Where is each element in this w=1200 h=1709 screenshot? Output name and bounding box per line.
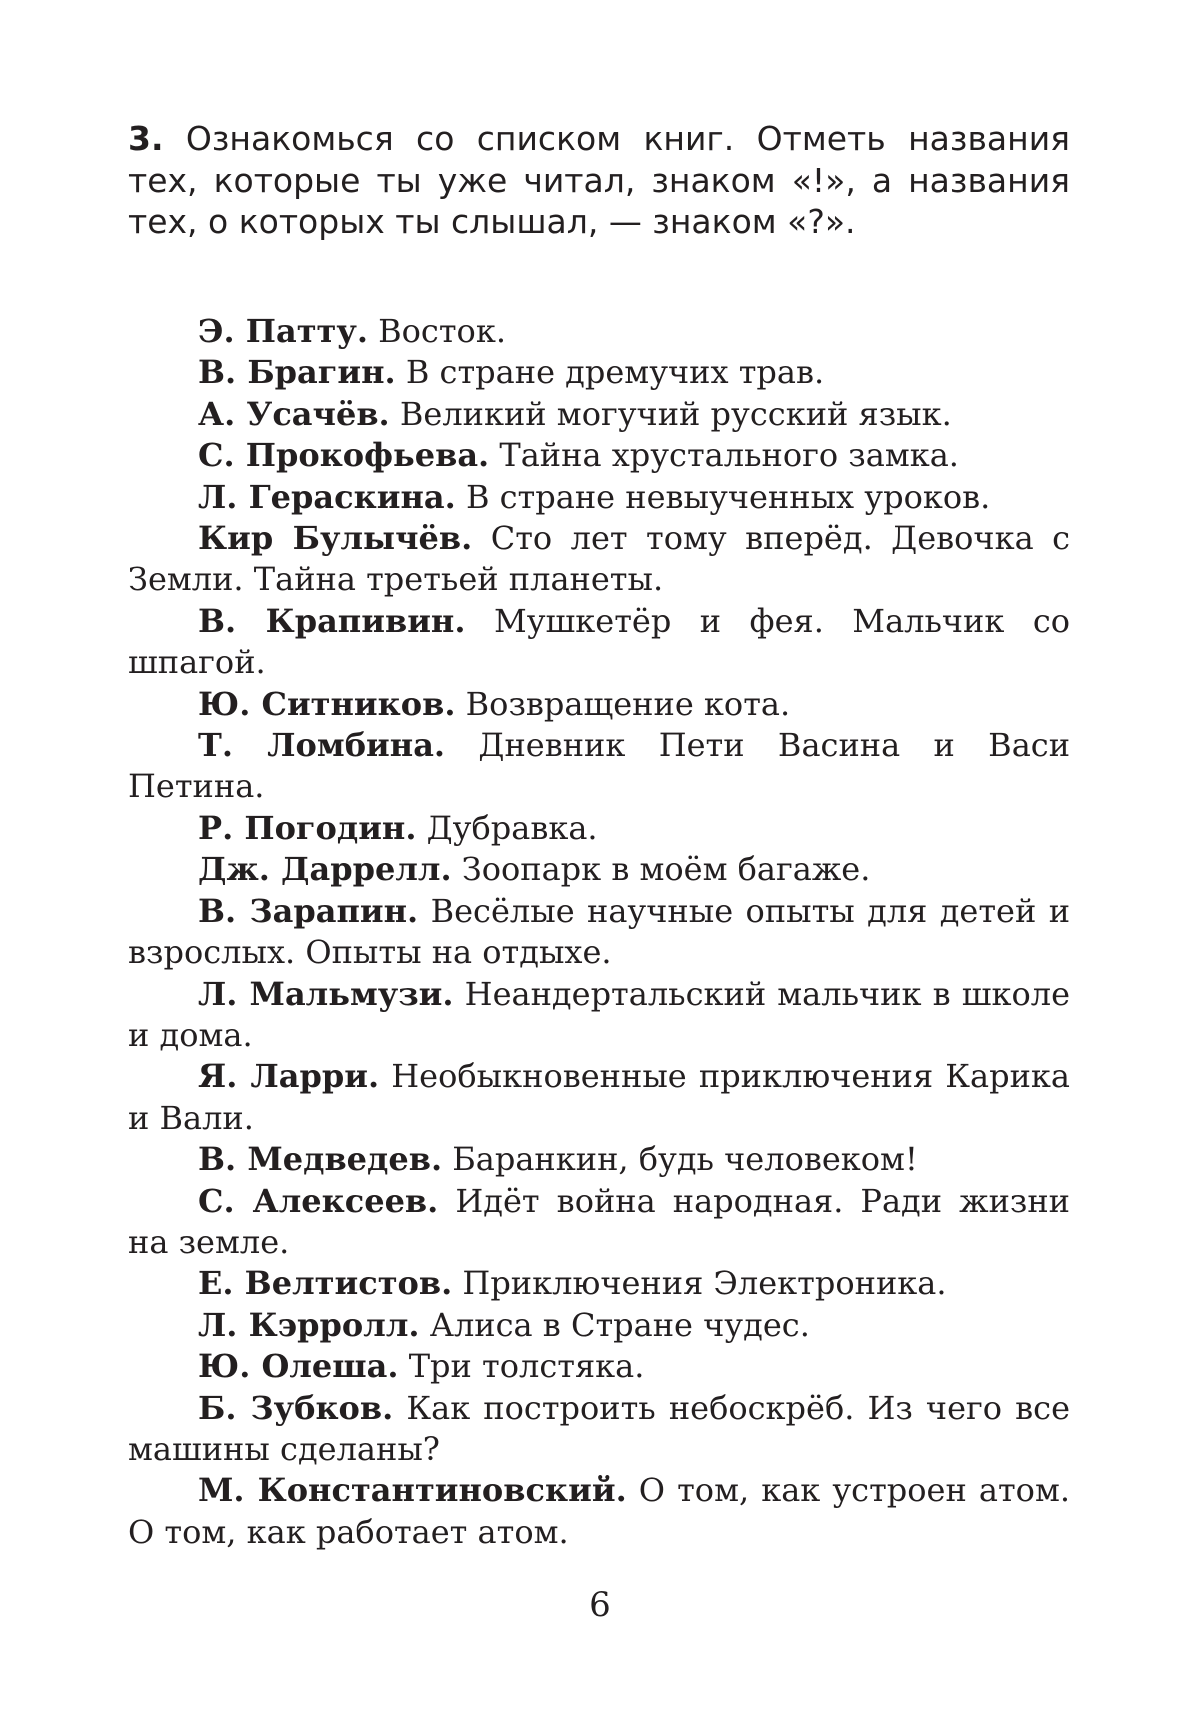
book-titles: Алиса в Стране чудес. [429, 1305, 810, 1344]
book-author: Кир Булычёв. [198, 519, 473, 558]
book-titles: Дубравка. [426, 808, 598, 847]
book-entry [128, 1305, 1070, 1346]
book-titles: Весёлые научные опыты для детей и взрослых. Опыты на отдыхе. [128, 891, 1071, 972]
task-number: 3. [128, 119, 164, 158]
book-author: Я. Ларри. [198, 1057, 380, 1096]
book-author: Т. Ломбина. [198, 726, 446, 765]
book-list [128, 311, 1070, 1553]
book-titles: Необыкновенные приключения Карика и Вали. [128, 1057, 1070, 1137]
book-entry [128, 352, 1070, 393]
book-titles: Великий могучий русский язык. [399, 394, 952, 433]
book-author: Дж. Даррелл. [198, 850, 452, 889]
book-titles: Восток. [378, 312, 506, 350]
book-titles: Дневник Пети Васина и Васи Петина. [128, 726, 1071, 806]
book-titles: Как построить небоскрёб. Из чего все машины сделаны? [128, 1388, 1071, 1468]
book-author: В. Медведев. [198, 1140, 443, 1179]
book-author: Ю. Ситников. [198, 684, 456, 723]
book-entry [128, 1139, 1070, 1180]
book-author: М. Константиновский. [198, 1471, 627, 1510]
book-author: Б. Зубков. [198, 1388, 394, 1427]
book-entry [128, 601, 1070, 684]
book-titles: Зоопарк в моём багаже. [461, 850, 871, 889]
book-entry [128, 1181, 1070, 1264]
book-entry [128, 518, 1070, 601]
book-entry [128, 1346, 1070, 1387]
book-author: Л. Кэрролл. [198, 1305, 420, 1344]
book-entry [128, 1056, 1070, 1139]
book-author: Л. Гераскина. [198, 477, 456, 516]
book-titles: Приключения Электроника. [462, 1264, 947, 1303]
book-author: А. Усачёв. [198, 394, 390, 433]
book-entry [128, 435, 1070, 476]
book-entry [128, 1388, 1070, 1471]
book-author: С. Прокофьева. [198, 436, 490, 475]
book-entry [128, 974, 1070, 1057]
book-author: Ю. Олеша. [198, 1347, 399, 1386]
book-author: Л. Мальмузи. [198, 974, 454, 1013]
book-author: В. Брагин. [198, 353, 396, 392]
book-author: С. Алексеев. [198, 1181, 439, 1220]
book-entry [128, 808, 1070, 849]
book-author: Е. Велтистов. [198, 1264, 453, 1303]
book-entry [128, 725, 1070, 808]
book-titles: Три толстяка. [408, 1347, 645, 1386]
book-author: В. Зарапин. [198, 891, 419, 930]
page-number: 6 [589, 1585, 611, 1625]
book-entry [128, 849, 1070, 890]
book-entry [128, 891, 1070, 974]
book-entry [128, 684, 1070, 725]
book-titles: Идёт война народная. Ради жизни на земле. [128, 1181, 1071, 1261]
book-titles: Мушкетёр и фея. Мальчик со шпагой. [128, 601, 1071, 682]
book-author: В. Крапивин. [198, 601, 466, 640]
task-text: Ознакомься со списком книг. Отметь названия тех, которые ты уже читал, знаком «!», а названия тех, о которых ты слышал, — знаком «?». [128, 119, 1070, 241]
book-titles: Баранкин, будь человеком! [452, 1140, 918, 1179]
book-titles: Возвращение кота. [465, 684, 791, 723]
book-titles: В стране невыученных уроков. [465, 477, 991, 516]
book-titles: Неандертальский мальчик в школе и дома. [128, 974, 1071, 1054]
book-author: Р. Погодин. [198, 808, 417, 847]
book-titles: Тайна хрустального замка. [499, 436, 959, 475]
book-entry [128, 477, 1070, 518]
book-titles: О том, как устроен атом. О том, как работает атом. [128, 1471, 1071, 1551]
book-titles: Сто лет тому вперёд. Девочка с Земли. Тайна третьей планеты. [128, 519, 1071, 599]
book-entry [128, 1263, 1070, 1304]
task-instruction [128, 118, 1070, 243]
book-entry [128, 311, 1070, 352]
book-entry [128, 1470, 1070, 1553]
book-titles: В стране дремучих трав. [405, 353, 825, 392]
book-entry [128, 394, 1070, 435]
book-author: Э. Патту. [198, 312, 368, 350]
